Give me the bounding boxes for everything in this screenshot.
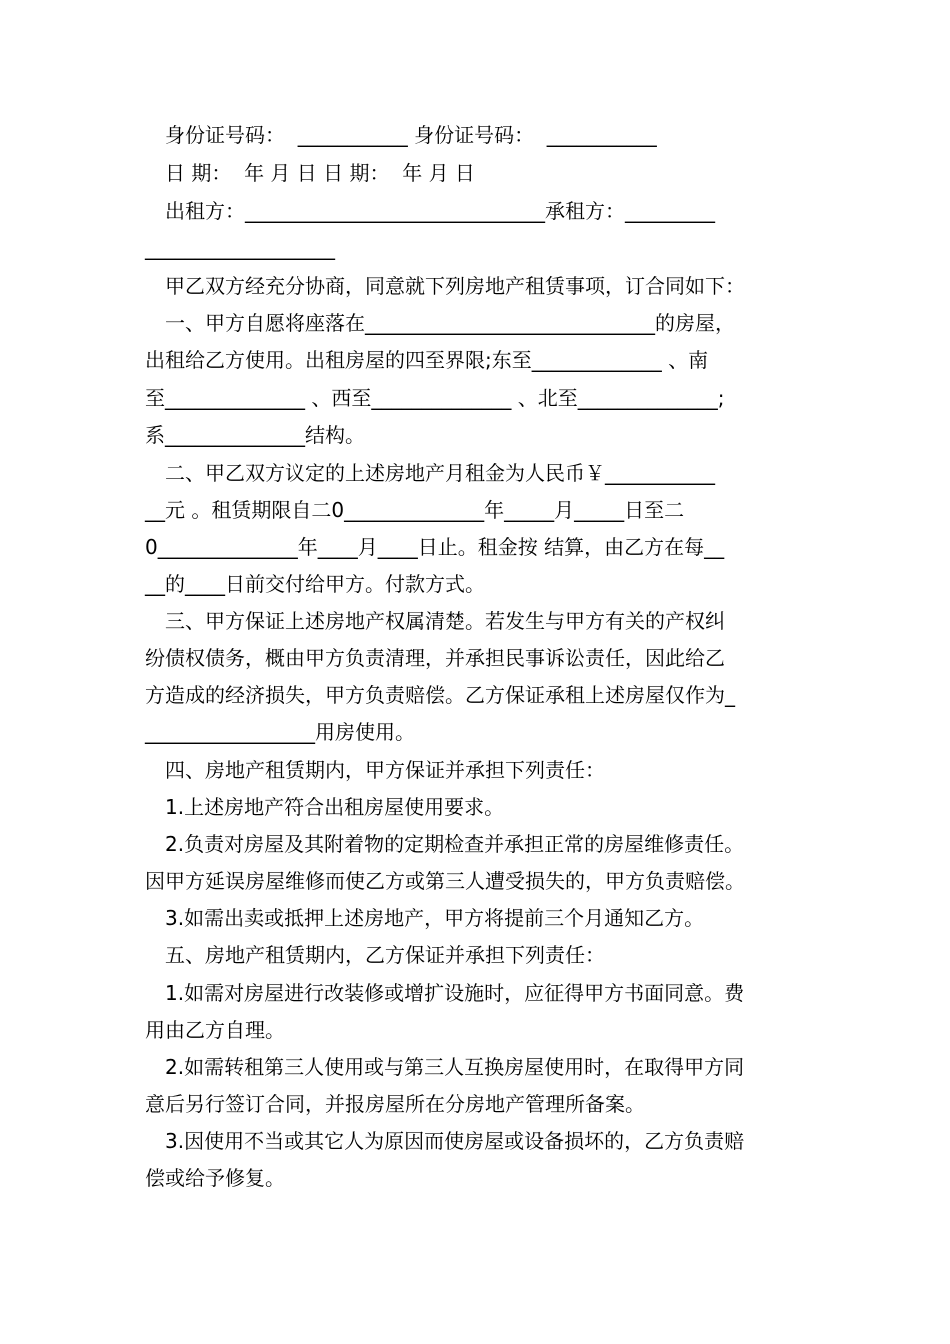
contract-intro: 甲乙双方经充分协商，同意就下列房地产租赁事项，订合同如下： <box>145 274 745 298</box>
clause-5-item-2: 2.如需转租第三人使用或与第三人互换房屋使用时，在取得甲方同 <box>145 1055 745 1079</box>
clause-4-item-2: 2.负责对房屋及其附着物的定期检查并承担正常的房屋维修责任。 <box>145 832 745 856</box>
clause-1-line-4: 系______________结构。 <box>145 423 365 447</box>
clause-3-line-1: 三、甲方保证上述房地产权属清楚。若发生与甲方有关的产权纠 <box>145 609 725 633</box>
clause-5-heading: 五、房地产租赁期内，乙方保证并承担下列责任： <box>145 943 605 967</box>
clause-4-item-3: 3.如需出卖或抵押上述房地产，甲方将提前三个月通知乙方。 <box>145 906 705 930</box>
clause-1-line-2: 出租给乙方使用。出租房屋的四至界限;东至_____________ 、南 <box>145 348 709 372</box>
clause-5-item-2-continued: 意后另行签订合同，并报房屋所在分房地产管理所备案。 <box>145 1092 645 1116</box>
clause-2-line-4: __的____日前交付给甲方。付款方式。 <box>145 572 485 596</box>
parties-line-continued: ___________________ <box>145 236 335 260</box>
clause-5-item-1-continued: 用由乙方自理。 <box>145 1018 285 1042</box>
clause-4-heading: 四、房地产租赁期内，甲方保证并承担下列责任： <box>145 758 605 782</box>
id-number-line: 身份证号码： ___________ 身份证号码： ___________ <box>145 123 657 147</box>
clause-5-item-3-continued: 偿或给予修复。 <box>145 1166 285 1190</box>
parties-line: 出租方：______________________________承租方：_________ <box>145 199 715 223</box>
clause-5-item-1: 1.如需对房屋进行改装修或增扩设施时，应征得甲方书面同意。费 <box>145 981 745 1005</box>
clause-1-line-1: 一、甲方自愿将座落在_____________________________的房屋， <box>145 311 735 335</box>
date-line: 日 期： 年 月 日 日 期： 年 月 日 <box>145 161 475 185</box>
clause-2-line-1: 二、甲乙双方议定的上述房地产月租金为人民币￥___________ <box>145 461 715 485</box>
clause-4-item-1: 1.上述房地产符合出租房屋使用要求。 <box>145 795 505 819</box>
clause-3-line-2: 纷债权债务，概由甲方负责清理，并承担民事诉讼责任，因此给乙 <box>145 646 725 670</box>
clause-2-line-2: __元 。租赁期限自二0______________年_____月_____日至二 <box>145 498 685 522</box>
clause-5-item-3: 3.因使用不当或其它人为原因而使房屋或设备损坏的，乙方负责赔 <box>145 1129 745 1153</box>
clause-4-item-2-continued: 因甲方延误房屋维修而使乙方或第三人遭受损失的，甲方负责赔偿。 <box>145 869 745 893</box>
clause-2-line-3: 0______________年____月____日止。租金按 结算，由乙方在每__ <box>145 535 725 559</box>
clause-3-line-3: 方造成的经济损失，甲方负责赔偿。乙方保证承租上述房屋仅作为_ <box>145 683 735 707</box>
clause-1-line-3: 至______________ 、西至______________ 、北至______________; <box>145 386 725 410</box>
clause-3-line-4: _________________用房使用。 <box>145 720 415 744</box>
